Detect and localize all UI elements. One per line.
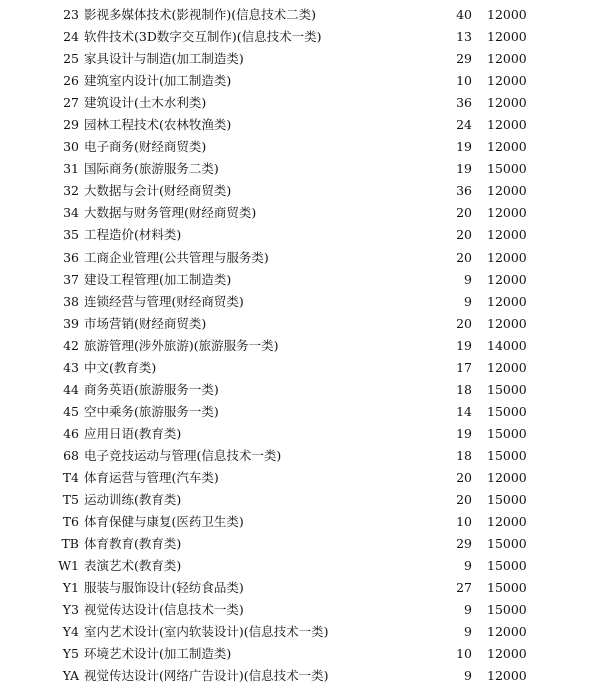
enrollment-count: 40: [456, 7, 472, 22]
tuition-fee: 12000: [487, 293, 527, 309]
tuition-fee: 15000: [487, 536, 527, 552]
table-row: [0, 4, 601, 26]
major-name: 体育运营与管理(汽车类): [84, 469, 219, 485]
major-code: 68: [63, 447, 79, 463]
major-name: 大数据与财务管理(财经商贸类): [84, 205, 257, 221]
major-name: 环境艺术设计(加工制造类): [84, 646, 232, 662]
major-code: 29: [63, 117, 79, 133]
table-row: [0, 665, 601, 687]
enrollment-count: 10: [456, 73, 472, 89]
table-row: [0, 555, 601, 577]
tuition-fee: 12000: [487, 271, 527, 287]
enrollment-count: 9: [464, 602, 472, 618]
major-name: 体育保健与康复(医药卫生类): [84, 514, 244, 530]
tuition-fee: 15000: [487, 602, 527, 618]
major-name: 建筑设计(土木水利类): [84, 95, 207, 111]
major-code: Y3: [62, 602, 79, 618]
enrollment-count: 24: [456, 117, 472, 133]
table-row: [0, 467, 601, 489]
major-name: 园林工程技术(农林牧渔类): [84, 117, 232, 133]
major-name: 体育教育(教育类): [84, 536, 182, 552]
table-row: [0, 357, 601, 379]
major-name: 影视多媒体技术(影视制作)(信息技术二类): [84, 7, 317, 22]
tuition-fee: 12000: [487, 514, 527, 530]
major-name: 应用日语(教育类): [84, 425, 182, 441]
major-name: 室内艺术设计(室内软装设计)(信息技术一类): [84, 624, 329, 640]
major-code: T6: [62, 514, 79, 530]
table-row: [0, 48, 601, 70]
major-code: 45: [63, 403, 79, 419]
tuition-fee: 15000: [487, 425, 527, 441]
major-name: 视觉传达设计(网络广告设计)(信息技术一类): [84, 668, 329, 684]
major-code: 42: [63, 337, 79, 353]
table-row: [0, 158, 601, 180]
major-name: 市场营销(财经商贸类): [84, 315, 207, 331]
table-row: [0, 202, 601, 224]
major-code: 43: [63, 359, 79, 375]
tuition-fee: 12000: [487, 646, 527, 662]
enrollment-count: 14: [456, 403, 472, 419]
tuition-fee: 15000: [487, 403, 527, 419]
major-name: 商务英语(旅游服务一类): [84, 381, 219, 397]
major-name: 工程造价(材料类): [84, 227, 182, 243]
major-code: 26: [63, 73, 79, 89]
tuition-fee: 12000: [487, 469, 527, 485]
tuition-fee: 12000: [487, 117, 527, 133]
major-code: 23: [63, 7, 79, 22]
enrollment-count: 9: [464, 293, 472, 309]
major-code: 39: [63, 315, 79, 331]
major-name: 工商企业管理(公共管理与服务类): [84, 249, 269, 265]
table-row: [0, 599, 601, 621]
enrollment-count: 9: [464, 558, 472, 574]
major-code: 35: [63, 227, 79, 243]
table-row: [0, 180, 601, 202]
table-row: [0, 621, 601, 643]
tuition-fee: 12000: [487, 51, 527, 67]
enrollment-count: 29: [456, 51, 472, 67]
major-name: 国际商务(旅游服务二类): [84, 161, 219, 177]
enrollment-count: 9: [464, 668, 472, 684]
tuition-fee: 15000: [487, 161, 527, 177]
major-name: 视觉传达设计(信息技术一类): [84, 602, 244, 618]
major-name: 建设工程管理(加工制造类): [84, 271, 232, 287]
enrollment-count: 27: [456, 580, 472, 596]
enrollment-count: 9: [464, 271, 472, 287]
table-row: [0, 291, 601, 313]
table-row: [0, 70, 601, 92]
table-row: [0, 224, 601, 246]
table-row: [0, 335, 601, 357]
major-name: 软件技术(3D数字交互制作)(信息技术一类): [84, 29, 322, 45]
major-code: T5: [62, 492, 79, 508]
enrollment-count: 19: [456, 161, 472, 177]
table-row: [0, 269, 601, 291]
major-name: 中文(教育类): [84, 359, 157, 375]
major-code: Y1: [62, 580, 79, 596]
tuition-fee: 12000: [487, 668, 527, 684]
table-row: [0, 423, 601, 445]
tuition-fee: 12000: [487, 29, 527, 45]
tuition-fee: 14000: [487, 337, 527, 353]
enrollment-count: 20: [456, 205, 472, 221]
table-row: [0, 511, 601, 533]
tuition-fee: 12000: [487, 249, 527, 265]
major-code: 46: [63, 425, 79, 441]
tuition-fee: 12000: [487, 315, 527, 331]
enrollment-count: 20: [456, 249, 472, 265]
tuition-fee: 12000: [487, 205, 527, 221]
major-name: 服装与服饰设计(轻纺食品类): [84, 580, 244, 596]
major-name: 家具设计与制造(加工制造类): [84, 51, 244, 67]
major-code: 38: [63, 293, 79, 309]
major-name: 电子竞技运动与管理(信息技术一类): [84, 447, 282, 463]
tuition-fee: 15000: [487, 580, 527, 596]
table-row: [0, 445, 601, 467]
tuition-fee: 15000: [487, 558, 527, 574]
table-row: [0, 26, 601, 48]
major-code: 44: [63, 381, 79, 397]
major-code: 27: [63, 95, 79, 111]
table-row: [0, 92, 601, 114]
major-code: W1: [58, 558, 79, 574]
major-name: 表演艺术(教育类): [84, 558, 182, 574]
table-row: [0, 401, 601, 423]
tuition-fee: 12000: [487, 95, 527, 111]
table-row: [0, 114, 601, 136]
enrollment-count: 19: [456, 425, 472, 441]
enrollment-count: 29: [456, 536, 472, 552]
major-name: 连锁经营与管理(财经商贸类): [84, 293, 244, 309]
enrollment-count: 13: [456, 29, 472, 45]
table-row: [0, 577, 601, 599]
enrollment-count: 36: [456, 95, 472, 111]
table-row: [0, 643, 601, 665]
enrollment-count: 10: [456, 514, 472, 530]
major-code: 34: [63, 205, 79, 221]
tuition-fee: 12000: [487, 183, 527, 199]
major-name: 建筑室内设计(加工制造类): [84, 73, 232, 89]
tuition-fee: 15000: [487, 492, 527, 508]
major-code: 31: [63, 161, 79, 177]
major-code: 32: [63, 183, 79, 199]
enrollment-count: 19: [456, 337, 472, 353]
major-name: 大数据与会计(财经商贸类): [84, 183, 232, 199]
enrollment-count: 20: [456, 315, 472, 331]
major-code: 24: [63, 29, 79, 45]
tuition-fee: 12000: [487, 359, 527, 375]
tuition-fee: 12000: [487, 73, 527, 89]
enrollment-count: 20: [456, 492, 472, 508]
enrollment-count: 18: [456, 447, 472, 463]
major-code: 30: [63, 139, 79, 155]
major-code: 25: [63, 51, 79, 67]
tuition-fee: 12000: [487, 227, 527, 243]
enrollment-count: 20: [456, 227, 472, 243]
tuition-fee: 15000: [487, 447, 527, 463]
enrollment-count: 9: [464, 624, 472, 640]
major-name: 旅游管理(涉外旅游)(旅游服务一类): [84, 337, 279, 353]
enrollment-count: 18: [456, 381, 472, 397]
major-code: 36: [63, 249, 79, 265]
major-name: 空中乘务(旅游服务一类): [84, 403, 219, 419]
major-code: Y4: [62, 624, 79, 640]
enrollment-count: 10: [456, 646, 472, 662]
enrollment-count: 19: [456, 139, 472, 155]
major-code: 37: [63, 271, 79, 287]
major-code: Y5: [62, 646, 79, 662]
major-code: YA: [62, 668, 79, 684]
tuition-fee: 12000: [487, 139, 527, 155]
table-row: [0, 313, 601, 335]
tuition-fee: 15000: [487, 381, 527, 397]
table-row: [0, 247, 601, 269]
table-row: [0, 489, 601, 511]
tuition-fee: 12000: [487, 624, 527, 640]
major-code: T4: [62, 469, 79, 485]
enrollment-count: 20: [456, 469, 472, 485]
tuition-fee: 12000: [487, 7, 527, 22]
major-name: 电子商务(财经商贸类): [84, 139, 207, 155]
table-row: [0, 533, 601, 555]
major-code: TB: [61, 536, 79, 552]
major-name: 运动训练(教育类): [84, 492, 182, 508]
table-row: [0, 379, 601, 401]
table-row: [0, 136, 601, 158]
enrollment-count: 36: [456, 183, 472, 199]
enrollment-count: 17: [456, 359, 472, 375]
